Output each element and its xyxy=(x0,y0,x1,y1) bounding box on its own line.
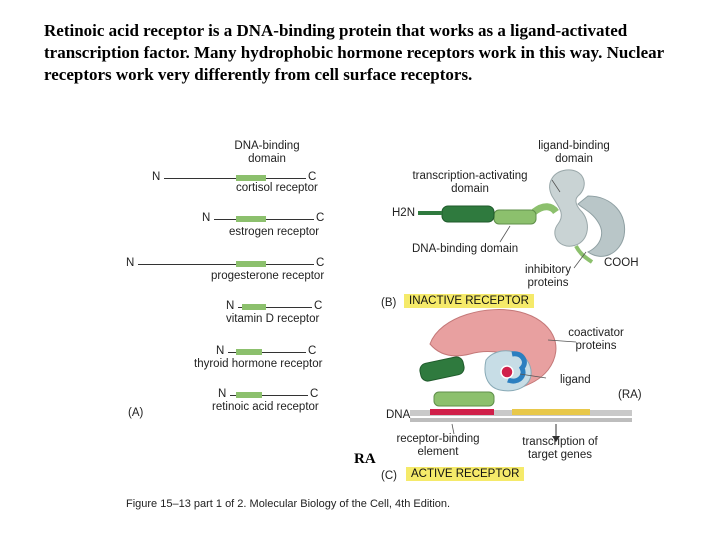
target-gene-region xyxy=(512,409,590,415)
ra-paren-label: (RA) xyxy=(618,389,642,401)
transcription-activating-domain-shape xyxy=(442,206,494,222)
hinge-connector xyxy=(534,207,556,212)
active-receptor-tag: ACTIVE RECEPTOR xyxy=(406,467,524,481)
receptor-name: retinoic acid receptor xyxy=(212,401,319,413)
n-terminus-label: N xyxy=(218,388,227,400)
transcription-activating-domain-shape xyxy=(419,356,466,383)
dna-binding-domain-header: DNA-binding domain xyxy=(234,140,300,165)
dna-strand-lower xyxy=(410,418,632,422)
pointer-line xyxy=(500,226,510,242)
dna-binding-domain-label: DNA-binding domain xyxy=(412,243,519,255)
cooh-label: COOH xyxy=(604,257,639,269)
inhibitory-proteins-label: inhibitory proteins xyxy=(524,264,572,289)
receptor-binding-element-label: receptor-binding element xyxy=(396,433,480,458)
n-terminus-label: N xyxy=(226,300,235,312)
dna-binding-domain-shape xyxy=(434,392,494,406)
dna-binding-domain-shape xyxy=(494,210,536,224)
c-terminus-label: C xyxy=(308,345,317,357)
receptor-name: vitamin D receptor xyxy=(226,313,320,325)
panel-c-label: (C) xyxy=(381,470,397,482)
ra-label: RA xyxy=(354,451,376,467)
c-terminus-label: C xyxy=(316,212,325,224)
c-terminus-label: C xyxy=(308,171,317,183)
n-terminus-label: N xyxy=(216,345,225,357)
n-terminus-label: N xyxy=(202,212,211,224)
receptor-name: cortisol receptor xyxy=(236,182,318,194)
dna-label: DNA xyxy=(386,409,411,421)
receptor-binding-element xyxy=(430,409,494,415)
ligand-label: ligand xyxy=(560,374,591,386)
panel-a-label: (A) xyxy=(128,407,144,419)
c-terminus-label: C xyxy=(310,388,319,400)
panel-b-label: (B) xyxy=(381,297,397,309)
coactivator-proteins-label: coactivator proteins xyxy=(568,327,624,352)
n-terminus-label: N xyxy=(126,257,135,269)
transcription-activating-domain-label: transcription-activating domain xyxy=(412,170,528,195)
n-terminus-label: N xyxy=(152,171,161,183)
figure-credit: Figure 15–13 part 1 of 2. Molecular Biology of the Cell, 4th Edition. xyxy=(126,498,451,510)
ligand-molecule xyxy=(501,366,513,378)
c-terminus-label: C xyxy=(314,300,323,312)
receptor-name: thyroid hormone receptor xyxy=(194,358,323,370)
receptor-name: estrogen receptor xyxy=(229,226,320,238)
receptor-name: progesterone receptor xyxy=(211,270,325,282)
transcription-target-label: transcription of target genes xyxy=(522,436,598,461)
inactive-receptor-tag: INACTIVE RECEPTOR xyxy=(404,294,534,308)
caption-text: Retinoic acid receptor is a DNA-binding protein that works as a ligand-activated transcription factor. Many hydrophobic hormone receptors work in this way. Nuclear receptors work very differently from cell surface receptors. xyxy=(44,21,664,84)
ligand-binding-domain-label: ligand-binding domain xyxy=(538,140,610,165)
c-terminus-label: C xyxy=(316,257,325,269)
h2n-label: H2N xyxy=(392,207,416,219)
